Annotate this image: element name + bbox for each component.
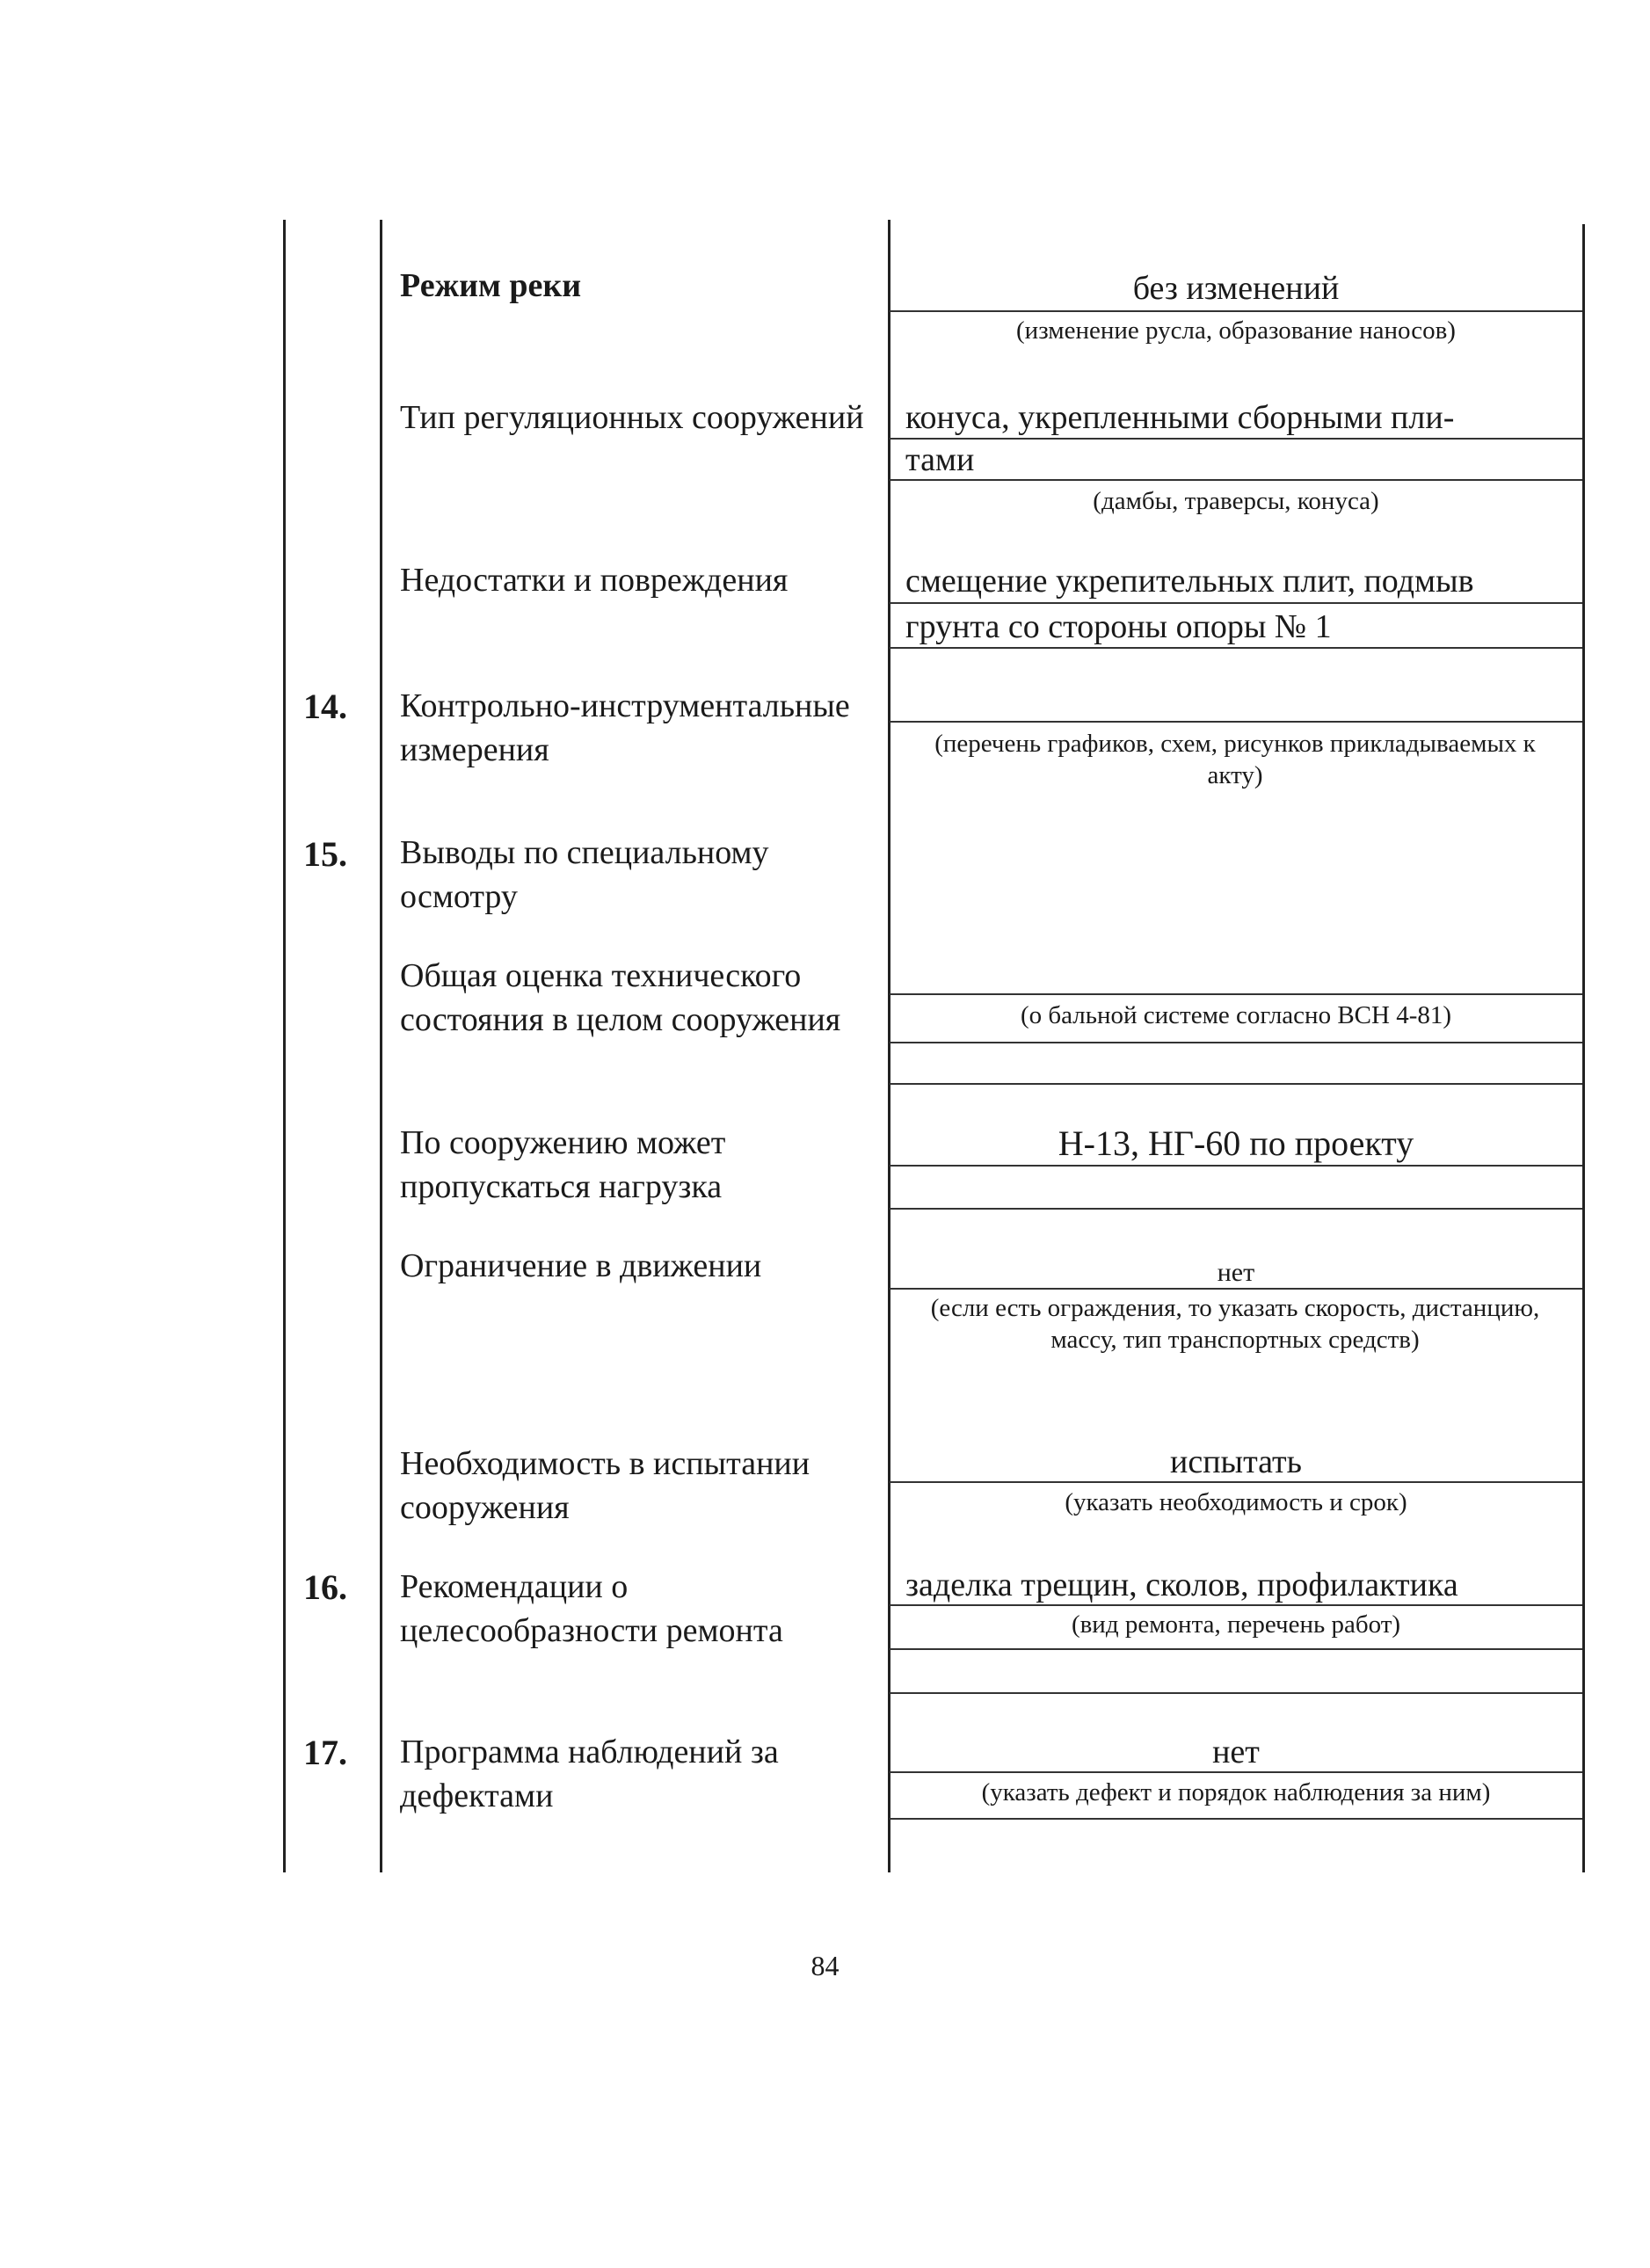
load-answer: Н-13, НГ-60 по проекту — [1058, 1123, 1414, 1163]
answer-line — [890, 1648, 1582, 1650]
regulation-note: (дамбы, траверсы, конуса) — [1093, 487, 1379, 515]
restriction-answer: нет — [1217, 1258, 1255, 1287]
answer-line — [890, 1771, 1582, 1773]
river-regime-answer: без изменений — [1132, 270, 1340, 307]
repair-label: Рекомендации о целесообразности ремонта — [400, 1568, 783, 1649]
repair-answer: заделка трещин, сколов, профилактика — [905, 1567, 1458, 1603]
table-border-left — [283, 220, 286, 1872]
river-regime-note: (изменение русла, образование наносов) — [1016, 316, 1456, 345]
regulation-answer-line1: конуса, укрепленными сборными пли- — [905, 399, 1455, 436]
testing-label: Необходимость в испытании сооружения — [400, 1445, 810, 1526]
answer-line — [890, 1165, 1582, 1167]
answer-line — [890, 1042, 1582, 1043]
regulation-structures-label: Тип регуляционных сооружений — [400, 399, 864, 436]
item-number: 17. — [303, 1733, 347, 1772]
answer-line — [890, 1481, 1582, 1483]
regulation-answer-line2: тами — [905, 441, 975, 478]
page-number: 84 — [810, 1950, 840, 1981]
measurements-note: (перечень графиков, схем, рисунков прикладываемых к акту) — [934, 730, 1536, 789]
defects-label: Недостатки и повреждения — [400, 562, 789, 599]
testing-answer: испытать — [1170, 1443, 1302, 1480]
measurements-label: Контрольно-инструментальные измерения — [400, 687, 850, 768]
answer-line — [890, 721, 1582, 723]
answer-line — [890, 479, 1582, 481]
answer-line — [890, 602, 1582, 604]
observation-label: Программа наблюдений за дефектами — [400, 1734, 779, 1814]
answer-line — [890, 1604, 1582, 1606]
defects-answer-line1: смещение укрепительных плит, подмыв — [905, 563, 1474, 600]
assessment-note: (о бальной системе согласно ВСН 4-81) — [1020, 1001, 1452, 1029]
answer-line — [890, 1083, 1582, 1085]
table-border-right — [1582, 224, 1585, 1872]
answer-line — [890, 993, 1582, 995]
answer-line — [890, 1288, 1582, 1290]
answer-line — [890, 1208, 1582, 1210]
observation-note: (указать дефект и порядок наблюдения за ним) — [981, 1778, 1491, 1806]
repair-note: (вид ремонта, перечень работ) — [1071, 1610, 1401, 1639]
restriction-note: (если есть ограждения, то указать скорость, дистанцию, массу, тип транспортных средств) — [930, 1294, 1540, 1354]
assessment-label: Общая оценка технического состояния в целом сооружения — [400, 957, 841, 1038]
defects-answer-line2: грунта со стороны опоры № 1 — [905, 608, 1332, 645]
conclusions-label: Выводы по специальному осмотру — [400, 834, 769, 915]
item-number: 14. — [303, 687, 347, 726]
item-number: 15. — [303, 834, 347, 874]
answer-line — [890, 647, 1582, 649]
restriction-label: Ограничение в движении — [400, 1247, 762, 1284]
answer-line — [890, 1818, 1582, 1820]
testing-note: (указать необходимость и срок) — [1065, 1488, 1407, 1516]
item-number: 16. — [303, 1567, 347, 1607]
answer-line — [890, 310, 1582, 312]
river-regime-label: Режим реки — [400, 267, 582, 304]
table-divider-number — [380, 220, 382, 1872]
observation-answer: нет — [1212, 1734, 1260, 1770]
load-label: По сооружению может пропускаться нагрузка — [400, 1124, 726, 1205]
answer-line — [890, 1692, 1582, 1694]
